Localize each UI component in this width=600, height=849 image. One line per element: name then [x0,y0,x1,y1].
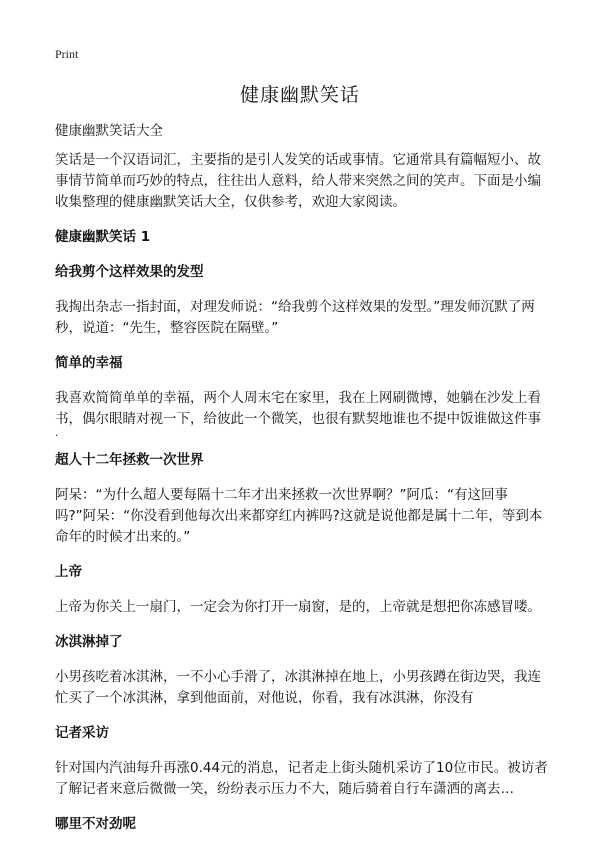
joke-title: 给我剪个这样效果的发型 [55,264,204,280]
article-body [55,150,548,849]
print-link[interactable]: Print [55,47,79,61]
joke-title: 冰淇淋掉了 [55,634,123,650]
joke-title: 上帝 [55,564,82,580]
joke-title: 超人十二年拯救一次世界 [55,452,204,468]
joke-text: 我掏出杂志一指封面，对理发师说：“给我剪个这样效果的发型。”理发师沉默了两秒，说道：“先生，整容医院在隔壁。” [55,299,535,336]
joke-title: 记者采访 [55,725,109,741]
page-title: 健康幽默笑话 [239,84,360,106]
joke-title: 简单的幸福 [55,355,123,371]
page-subtitle: 健康幽默笑话大全 [55,123,163,139]
joke-title: 哪里不对劲呢 [55,816,136,832]
joke-text: 阿呆：“为什么超人要每隔十二年才出来拯救一次世界啊？”阿瓜：“有这回事吗?”阿呆：“你没看到他每次出来都穿红内裤吗?这就是说他都是属十二年，等到本命年的时候才出来的。” [55,487,543,545]
intro-paragraph: 笑话是一个汉语词汇，主要指的是引人发笑的话或事情。它通常具有篇幅短小、故事情节简单而巧妙的特点，往往出人意料，给人带来突然之间的笑声。下面是小编收集整理的健康幽默笑话大全，仅供参考，欢迎大家阅读。 [55,152,541,210]
joke-text: 我喜欢简简单单的幸福，两个人周末宅在家里，我在上网刷微博，她躺在沙发上看书，偶尔眼睛对视一下，给彼此一个微笑，也很有默契地谁也不提中饭谁做这件事 [55,390,541,427]
section-heading: 健康幽默笑话 1 [55,229,151,245]
joke-text: 针对国内汽油每升再涨0.44元的消息，记者走上街头随机采访了10位市民。被访者了解记者来意后微微一笑，纷纷表示压力不大，随后骑着自行车潇洒的离去… [55,760,548,797]
joke-text: 上帝为你关上一扇门，一定会为你打开一扇窗，是的，上帝就是想把你冻感冒喽。 [55,599,541,615]
joke-text: 小男孩吃着冰淇淋，一不小心手滑了，冰淇淋掉在地上，小男孩蹲在街边哭，我连忙买了一个冰淇淋，拿到他面前，对他说，你看，我有冰淇淋，你没有 [55,669,541,706]
joke-text-tail: . [55,428,59,439]
